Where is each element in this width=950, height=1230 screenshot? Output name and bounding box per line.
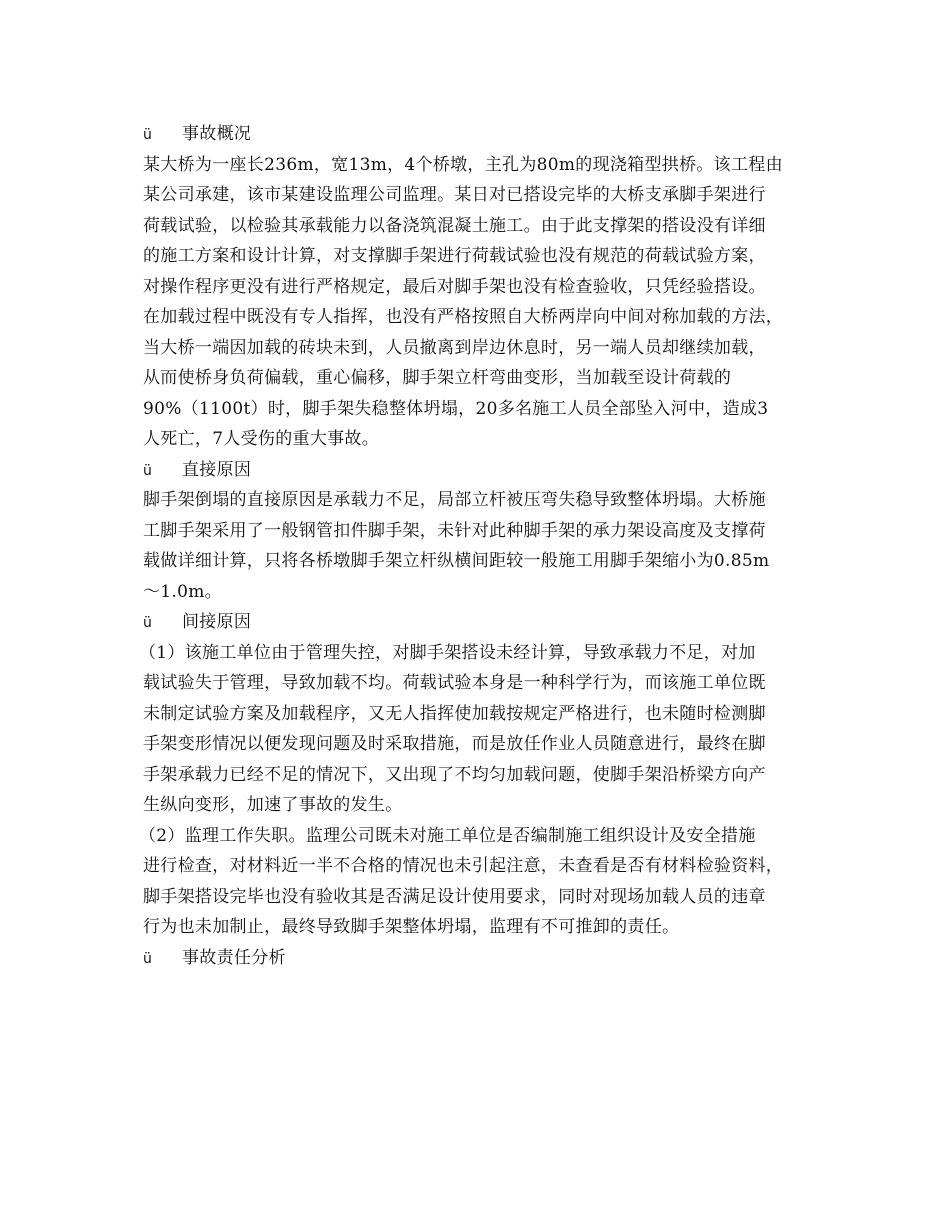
paragraph-line: 某大桥为一座长236m，宽13m，4个桥墩，主孔为80m的现浇箱型拱桥。该工程由 — [143, 154, 783, 175]
check-bullet-icon: ü — [143, 462, 152, 479]
paragraph-line: 未制定试验方案及加载程序，又无人指挥使加载按规定严格进行，也未随时检测脚 — [143, 703, 766, 724]
paragraph-line: 当大桥一端因加载的砖块未到，人员撤离到岸边休息时，另一端人员却继续加载， — [143, 337, 766, 358]
paragraph-line: 载试验失于管理，导致加载不均。荷载试验本身是一种科学行为，而该施工单位既 — [143, 673, 766, 693]
paragraph-line: 工脚手架采用了一般钢管扣件脚手架，未针对此种脚手架的承力架设高度及支撑荷 — [143, 520, 766, 541]
document-body — [139, 119, 833, 973]
paragraph-line: 进行检查，对材料近一半不合格的情况也未引起注意，未查看是否有材料检验资料， — [143, 856, 784, 876]
heading-text: 事故责任分析 — [182, 947, 286, 968]
check-bullet-icon: ü — [143, 950, 152, 967]
paragraph-line: ～1.0m。 — [143, 581, 222, 602]
paragraph-line: 脚手架倒塌的直接原因是承载力不足，局部立杆被压弯失稳导致整体坍塌。大桥施 — [143, 490, 766, 510]
paragraph-line: 脚手架搭设完毕也没有验收其是否满足设计使用要求，同时对现场加载人员的违章 — [143, 886, 766, 907]
paragraph-line: 从而使桥身负荷偏载，重心偏移，脚手架立杆弯曲变形，当加载至设计荷载的 — [143, 368, 732, 388]
paragraph-line: 在加载过程中既没有专人指挥，也没有严格按照自大桥两岸向中间对称加载的方法， — [143, 307, 784, 327]
paragraph-line: 对操作程序更没有进行严格规定，最后对脚手架也没有检查验收，只凭经验搭设。 — [143, 276, 766, 297]
check-bullet-icon: ü — [143, 127, 152, 143]
section-heading-indirect-cause — [143, 607, 833, 638]
paragraph-line: 的施工方案和设计计算，对支撑脚手架进行荷载试验也没有规范的荷载试验方案， — [143, 246, 766, 266]
paragraph-line: 手架承载力已经不足的情况下，又出现了不均匀加载问题，使脚手架沿桥梁方向产 — [143, 764, 766, 785]
section-heading-responsibility — [143, 943, 833, 974]
paragraph-line: 人死亡，7人受伤的重大事故。 — [143, 429, 380, 449]
section-heading-overview — [143, 119, 833, 150]
paragraph-line: 载做详细计算，只将各桥墩脚手架立杆纵横间距较一般施工用脚手架缩小为0.85m — [143, 551, 770, 571]
paragraph-line: （1）该施工单位由于管理失控，对脚手架搭设未经计算，导致承载力不足，对加 — [139, 642, 756, 663]
paragraph-line: （2）监理工作失职。监理公司既未对施工单位是否编制施工组织设计及安全措施 — [139, 825, 756, 846]
paragraph-line: 行为也未加制止，最终导致脚手架整体坍塌，监理有不可推卸的责任。 — [143, 917, 680, 937]
paragraph-line: 荷载试验，以检验其承载能力以备浇筑混凝土施工。由于此支撑架的搭设没有详细 — [143, 215, 766, 236]
heading-text: 事故概况 — [182, 124, 252, 144]
section-heading-direct-cause — [143, 455, 833, 486]
check-bullet-icon: ü — [143, 615, 152, 631]
heading-text: 直接原因 — [182, 459, 252, 480]
paragraph-line: 手架变形情况以便发现问题及时采取措施，而是放任作业人员随意进行，最终在脚 — [143, 734, 766, 754]
heading-text: 间接原因 — [182, 612, 252, 632]
paragraph-line: 生纵向变形，加速了事故的发生。 — [143, 795, 403, 815]
paragraph-line: 90%（1100t）时，脚手架失稳整体坍塌，20多名施工人员全部坠入河中，造成3 — [143, 398, 769, 419]
paragraph-line: 某公司承建，该市某建设监理公司监理。某日对已搭设完毕的大桥支承脚手架进行 — [143, 185, 766, 205]
